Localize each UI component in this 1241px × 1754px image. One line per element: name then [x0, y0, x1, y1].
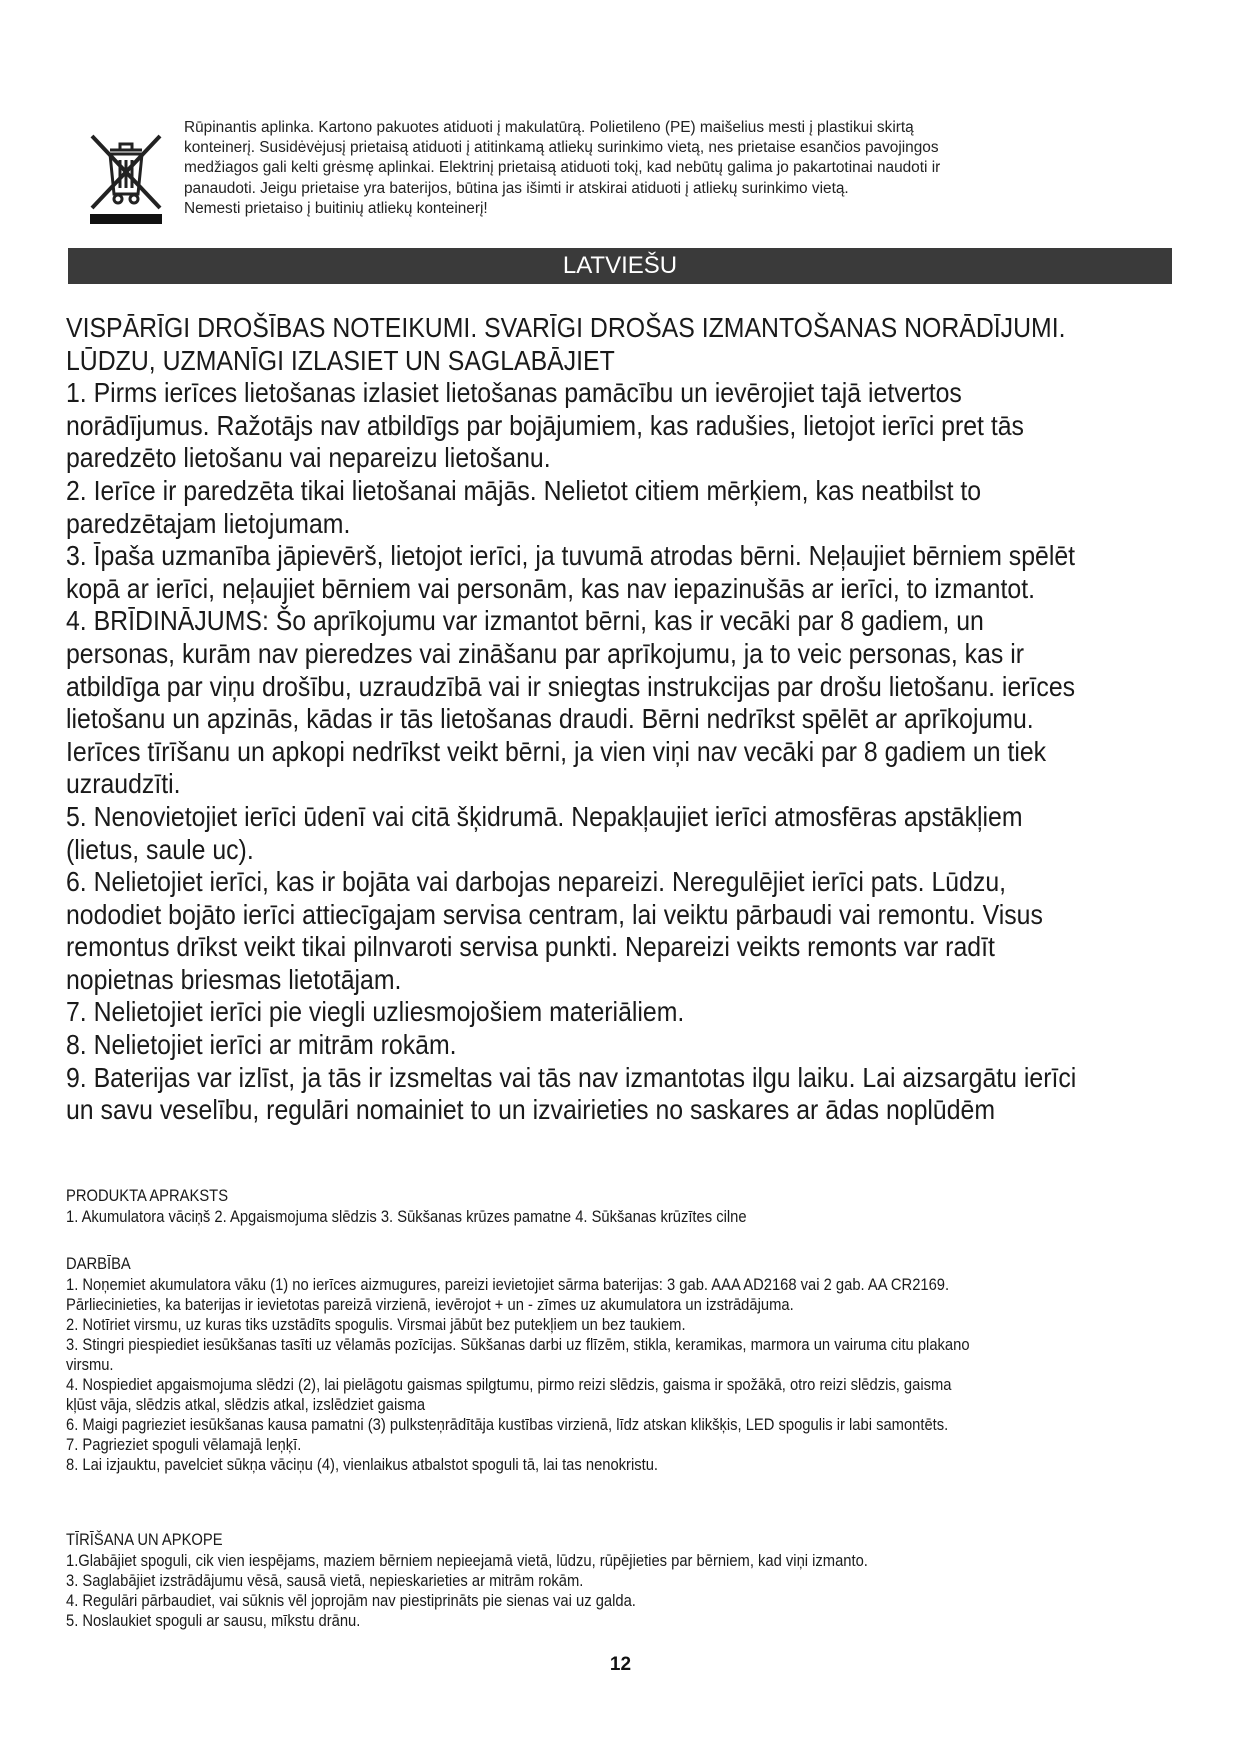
- text-line: atbildīga par viņu drošību, uzraudzībā vai ir sniegtas instrukcijas par drošu lietošanu. ierīces: [66, 670, 1076, 702]
- text-line: 3. Īpaša uzmanība jāpievērš, lietojot ierīci, ja tuvumā atrodas bērni. Neļaujiet bērniem spēlēt: [66, 540, 1076, 572]
- operation-section: [66, 1254, 1155, 1475]
- cleaning-section: [66, 1530, 1155, 1631]
- text-line: 1. Akumulatora vāciņš 2. Apgaismojuma slēdzis 3. Sūkšanas krūzes pamatne 4. Sūkšanas krūzītes cilne: [66, 1208, 747, 1226]
- text-line: norādījumus. Ražotājs nav atbildīgs par bojājumiem, kas radušies, lietojot ierīci pret tās: [66, 409, 1024, 441]
- text-line: 6. Nelietojiet ierīci, kas ir bojāta vai darbojas nepareizi. Neregulējiet ierīci pats. Lūdzu,: [66, 866, 1007, 898]
- text-line: 6. Maigi pagrieziet iesūkšanas kausa pamatni (3) pulksteņrādītāja kustības virzienā, līdz atskan klikšķis, LED spogulis ir labi samontēts.: [66, 1416, 949, 1434]
- text-line: Nemesti prietaiso į buitinių atliekų konteinerį!: [184, 199, 488, 217]
- safety-instructions: [66, 312, 1083, 1127]
- text-line: medžiagos gali kelti grėsmę aplinkai. Elektrinį prietaisą atiduoti tokį, kad nebūtų galima jo pakartotinai naudoti ir: [184, 159, 941, 177]
- text-line: Ierīces tīrīšanu un apkopi nedrīkst veikt bērni, ja vien viņi nav vecāki par 8 gadiem un tiek: [66, 735, 1047, 767]
- text-line: 8. Lai izjauktu, pavelciet sūkņa vāciņu (4), vienlaikus atbalstot spoguli tā, lai tas nenokristu.: [66, 1456, 659, 1474]
- environment-notice: [88, 118, 1148, 230]
- text-line: kļūst vāja, slēdzis atkal, slēdzis atkal, izslēdziet gaisma: [66, 1396, 426, 1414]
- text-line: 9. Baterijas var izlīst, ja tās ir izsmeltas vai tās nav izmantotas ilgu laiku. Lai aizsargātu ierīci: [66, 1061, 1077, 1093]
- section-heading: TĪRĪŠANA UN APKOPE: [66, 1531, 223, 1549]
- text-line: paredzētajam lietojumam.: [66, 507, 351, 539]
- text-line: Rūpinantis aplinka. Kartono pakuotes atiduoti į makulatūrą. Polietileno (PE) maišelius mesti į plastikui skirtą: [184, 119, 914, 136]
- text-line: LŪDZU, UZMANĪGI IZLASIET UN SAGLABĀJIET: [66, 344, 615, 376]
- text-line: nododiet bojāto ierīci attiecīgajam servisa centram, lai veiktu pārbaudi vai remontu. Visus: [66, 898, 1043, 930]
- product-description-section: [66, 1186, 1155, 1227]
- text-line: kopā ar ierīci, neļaujiet bērniem vai personām, kas nav iepazinušās ar ierīci, to izmantot.: [66, 572, 1036, 604]
- text-line: panaudoti. Jeigu prietaise yra baterijos, būtina jas išimti ir atskirai atiduoti į atliekų surinkimo vietą.: [184, 179, 849, 197]
- text-line: 4. BRĪDINĀJUMS: Šo aprīkojumu var izmantot bērni, kas ir vecāki par 8 gadiem, un: [66, 605, 984, 637]
- text-line: remontus drīkst veikt tikai pilnvaroti servisa punkti. Nepareizi veikts remonts var radīt: [66, 931, 995, 963]
- section-heading: DARBĪBA: [66, 1255, 131, 1273]
- text-line: 1. Noņemiet akumulatora vāku (1) no ierīces aizmugures, pareizi ievietojiet sārma baterijas: 3 gab. AAA AD2168 vai 2 gab. AA CR2169.: [66, 1276, 950, 1294]
- text-line: personas, kurām nav pieredzes vai zināšanu par aprīkojumu, ja to veic personas, kas ir: [66, 637, 1024, 669]
- text-line: 8. Nelietojiet ierīci ar mitrām rokām.: [66, 1029, 457, 1061]
- text-line: 2. Notīriet virsmu, uz kuras tiks uzstādīts spogulis. Virsmai jābūt bez putekļiem un bez taukiem.: [66, 1316, 686, 1334]
- section-heading: PRODUKTA APRAKSTS: [66, 1187, 229, 1205]
- text-line: Pārliecinieties, ka baterijas ir ievietotas pareizā virzienā, ievērojot + un - zīmes uz akumulatora un izstrādājuma.: [66, 1296, 794, 1314]
- text-line: 1. Pirms ierīces lietošanas izlasiet lietošanas pamācību un ievērojiet tajā ietvertos: [66, 377, 962, 409]
- text-line: 3. Stingri piespiediet iesūkšanas tasīti uz vēlamās pozīcijas. Sūkšanas darbi uz flīzēm, stikla, keramikas, marmora un vairuma citu plakano: [66, 1336, 970, 1354]
- text-line: 7. Pagrieziet spoguli vēlamajā leņķī.: [66, 1436, 302, 1454]
- text-line: 5. Nenovietojiet ierīci ūdenī vai citā šķidrumā. Nepakļaujiet ierīci atmosfēras apstākļiem: [66, 800, 1023, 832]
- text-line: 2. Ierīce ir paredzēta tikai lietošanai mājās. Nelietot citiem mērķiem, kas neatbilst to: [66, 474, 982, 506]
- text-line: uzraudzīti.: [66, 768, 181, 800]
- text-line: nopietnas briesmas lietotājam.: [66, 963, 402, 995]
- text-line: 4. Nospiediet apgaismojuma slēdzi (2), lai pielāgotu gaismas spilgtumu, pirmo reizi slēdzis, gaisma ir spožākā, otro reizi slēdzis, gaisma: [66, 1376, 952, 1394]
- text-line: 3. Saglabājiet izstrādājumu vēsā, sausā vietā, nepieskarieties ar mitrām rokām.: [66, 1572, 584, 1590]
- crossed-out-bin-icon: [88, 132, 164, 226]
- text-line: lietošanu un apzinās, kādas ir tās lietošanas draudi. Bērni nedrīkst spēlēt ar aprīkojumu.: [66, 703, 1034, 735]
- text-line: (lietus, saule uc).: [66, 833, 254, 865]
- text-line: paredzēto lietošanu vai nepareizu lietošanu.: [66, 442, 551, 474]
- text-line: 4. Regulāri pārbaudiet, vai sūknis vēl joprojām nav piestiprināts pie sienas vai uz galda.: [66, 1592, 636, 1610]
- text-line: 7. Nelietojiet ierīci pie viegli uzliesmojošiem materiāliem.: [66, 996, 685, 1028]
- text-line: virsmu.: [66, 1356, 114, 1374]
- text-line: 1.Glabājiet spoguli, cik vien iespējams, maziem bērniem nepieejamā vietā, lūdzu, rūpējieties par bērniem, kad viņi izmanto.: [66, 1552, 868, 1570]
- text-line: un savu veselību, regulāri nomainiet to un izvairieties no saskares ar ādas noplūdēm: [66, 1094, 996, 1126]
- environment-notice-text: [184, 118, 1144, 219]
- page-number: 12: [609, 1654, 632, 1675]
- text-line: konteinerį. Susidėvėjusį prietaisą atiduoti į atitinkamą atliekų surinkimo vietą, nes prietaise esančios pavojingos: [184, 139, 939, 157]
- text-line: 5. Noslaukiet spoguli ar sausu, mīkstu drānu.: [66, 1612, 361, 1630]
- language-banner: LATVIEŠU: [68, 248, 1172, 284]
- text-line: VISPĀRĪGI DROŠĪBAS NOTEIKUMI. SVARĪGI DROŠAS IZMANTOŠANAS NORĀDĪJUMI.: [66, 312, 1066, 343]
